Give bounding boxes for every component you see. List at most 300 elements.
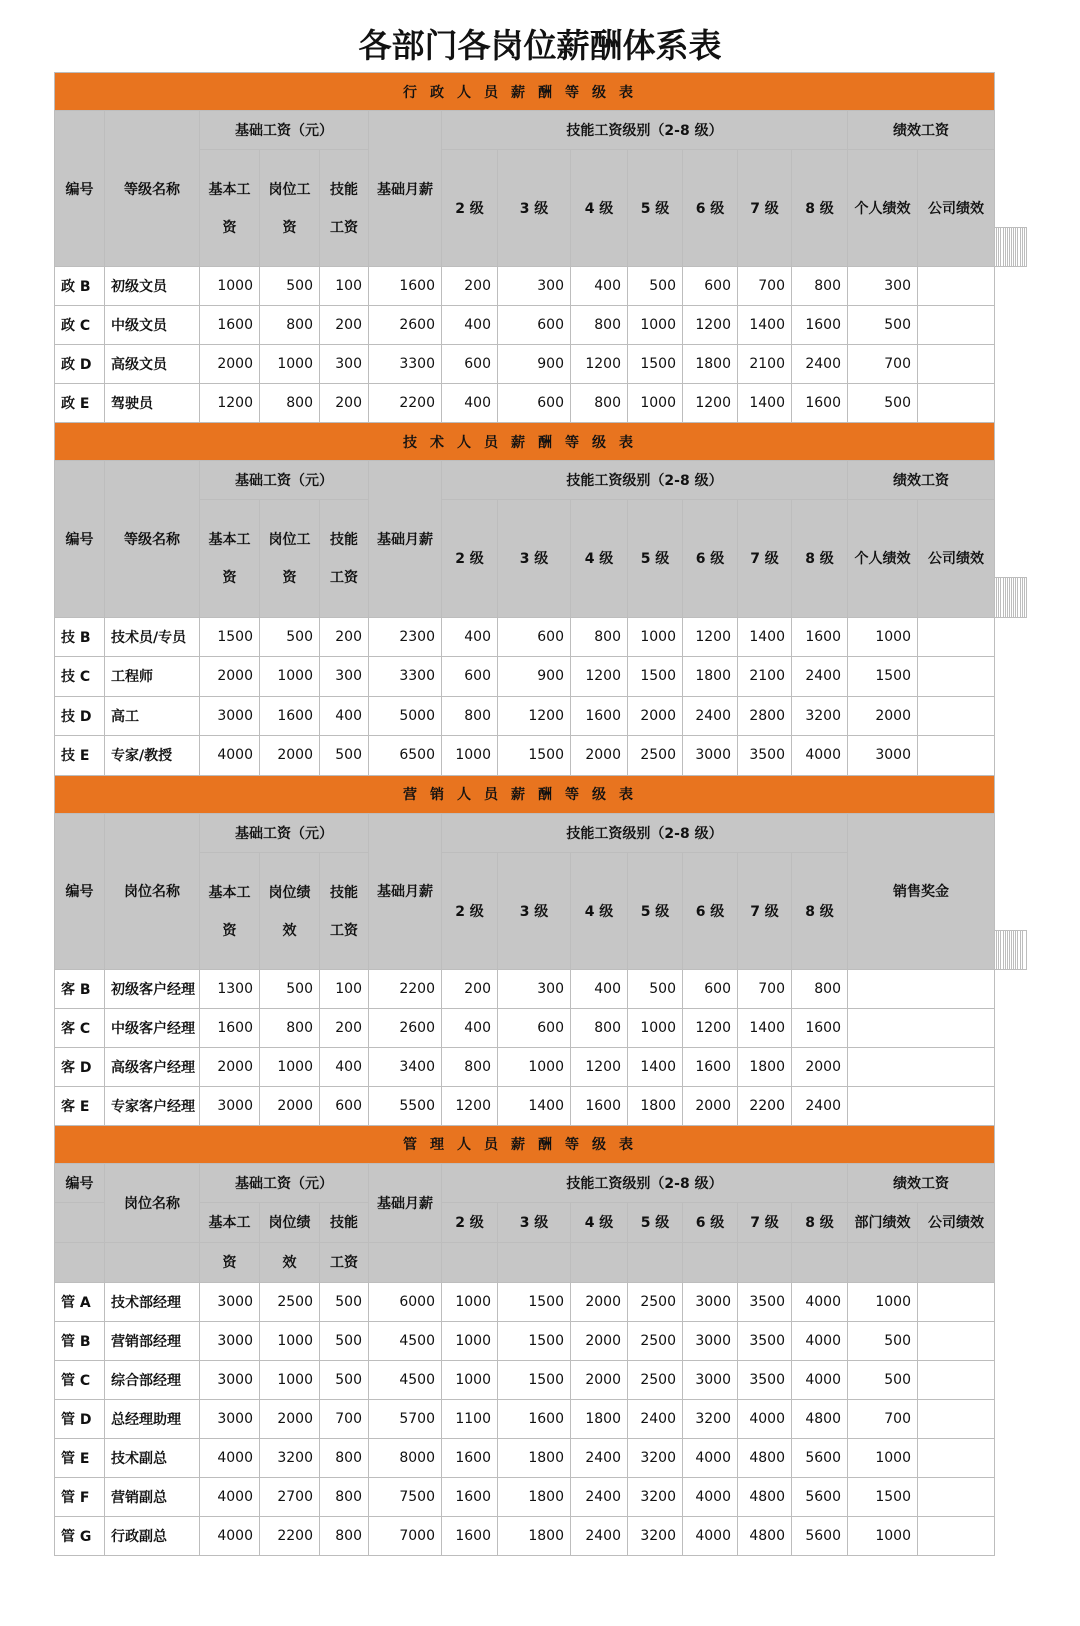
skill-level-value: 300 bbox=[498, 969, 571, 1008]
skill-level-value: 1600 bbox=[571, 696, 628, 736]
skill-level-value: 1600 bbox=[792, 384, 848, 423]
skill-wage-value: 100 bbox=[320, 969, 369, 1008]
header-line: 技能 bbox=[330, 884, 358, 901]
grade-code: 管 D bbox=[55, 1399, 105, 1438]
post-wage-value: 1000 bbox=[260, 345, 320, 384]
skill-level-value: 5600 bbox=[792, 1516, 848, 1555]
skill-level-value: 3200 bbox=[628, 1516, 683, 1555]
level-header: 8 级 bbox=[792, 150, 848, 267]
skill-level-value: 1500 bbox=[628, 657, 683, 697]
skill-level-value: 600 bbox=[442, 657, 498, 697]
skill-level-value: 3200 bbox=[628, 1438, 683, 1477]
skill-level-value: 1800 bbox=[498, 1438, 571, 1477]
base-monthly-value: 7000 bbox=[369, 1516, 442, 1555]
personal-perf-value: 1000 bbox=[848, 617, 918, 657]
base-monthly-value: 6500 bbox=[369, 736, 442, 776]
skill-level-value: 1200 bbox=[571, 345, 628, 384]
skill-wage-value: 800 bbox=[320, 1438, 369, 1477]
code-header: 编号 bbox=[55, 813, 105, 969]
skill-level-value: 1200 bbox=[571, 1047, 628, 1086]
company-perf-value bbox=[918, 306, 995, 345]
skill-level-value: 1500 bbox=[498, 736, 571, 776]
company-perf-value bbox=[918, 345, 995, 384]
skill-level-value: 400 bbox=[571, 969, 628, 1008]
post-wage-header bbox=[260, 852, 320, 969]
skill-wage-value: 400 bbox=[320, 1047, 369, 1086]
base-monthly-value: 2200 bbox=[369, 384, 442, 423]
company-perf-value bbox=[918, 1516, 995, 1555]
skill-level-value: 1200 bbox=[683, 384, 738, 423]
grade-code: 客 C bbox=[55, 1008, 105, 1047]
sales-bonus-value bbox=[848, 1047, 995, 1086]
skill-level-value: 1200 bbox=[571, 657, 628, 697]
skill-level-value: 3000 bbox=[683, 1360, 738, 1399]
skill-level-value: 1200 bbox=[683, 617, 738, 657]
header-line: 工资 bbox=[330, 570, 358, 587]
level-header: 6 级 bbox=[683, 500, 738, 618]
base-monthly-value: 2600 bbox=[369, 1008, 442, 1047]
header-blank bbox=[498, 1242, 571, 1282]
skill-level-value: 1800 bbox=[738, 1047, 792, 1086]
post-wage-value: 1600 bbox=[260, 696, 320, 736]
level-header: 5 级 bbox=[628, 1202, 683, 1242]
skill-level-value: 3200 bbox=[683, 1399, 738, 1438]
post-wage-value: 800 bbox=[260, 1008, 320, 1047]
skill-level-value: 400 bbox=[442, 617, 498, 657]
header-line: 效 bbox=[282, 922, 297, 939]
skill-wage-header bbox=[320, 500, 369, 618]
basic-wage-value: 4000 bbox=[200, 1477, 260, 1516]
skill-level-value: 800 bbox=[792, 969, 848, 1008]
basic-wage-header: 基本工 bbox=[200, 1202, 260, 1242]
post-wage-value: 500 bbox=[260, 617, 320, 657]
basic-wage-header bbox=[200, 500, 260, 618]
base-monthly-value: 5500 bbox=[369, 1086, 442, 1125]
skill-level-value: 700 bbox=[738, 267, 792, 306]
grade-name: 中级客户经理 bbox=[105, 1008, 200, 1047]
skill-wage-value: 500 bbox=[320, 736, 369, 776]
grade-code: 管 B bbox=[55, 1321, 105, 1360]
level-header: 4 级 bbox=[571, 1202, 628, 1242]
post-wage-value: 2000 bbox=[260, 1086, 320, 1125]
basic-wage-header bbox=[200, 852, 260, 969]
skill-level-value: 1400 bbox=[738, 306, 792, 345]
skill-level-value: 2400 bbox=[571, 1516, 628, 1555]
skill-wage-value: 100 bbox=[320, 267, 369, 306]
post-wage-value: 800 bbox=[260, 384, 320, 423]
basic-wage-value: 3000 bbox=[200, 1282, 260, 1321]
personal-perf-value: 300 bbox=[848, 267, 918, 306]
grade-code: 管 C bbox=[55, 1360, 105, 1399]
skill-level-value: 1600 bbox=[792, 617, 848, 657]
basic-wage-group-header: 基础工资（元） bbox=[200, 1163, 369, 1202]
base-monthly-header: 基础月薪 bbox=[369, 461, 442, 618]
skill-level-value: 800 bbox=[792, 267, 848, 306]
post-wage-value: 1000 bbox=[260, 1360, 320, 1399]
sales-bonus-value bbox=[848, 969, 995, 1008]
personal-perf-value: 500 bbox=[848, 384, 918, 423]
dept-perf-header: 部门绩效 bbox=[848, 1202, 918, 1242]
level-header: 4 级 bbox=[571, 500, 628, 618]
basic-wage-group-header: 基础工资（元） bbox=[200, 111, 369, 150]
skill-level-value: 2100 bbox=[738, 657, 792, 697]
basic-wage-value: 1300 bbox=[200, 969, 260, 1008]
skill-level-value: 300 bbox=[498, 267, 571, 306]
post-wage-value: 2000 bbox=[260, 1399, 320, 1438]
header-line: 基本工 bbox=[208, 182, 251, 198]
basic-wage-value: 1600 bbox=[200, 306, 260, 345]
grade-code: 政 B bbox=[55, 267, 105, 306]
skill-level-value: 1600 bbox=[442, 1477, 498, 1516]
skill-level-value: 2500 bbox=[628, 1282, 683, 1321]
skill-level-value: 1400 bbox=[738, 617, 792, 657]
skill-level-value: 500 bbox=[628, 267, 683, 306]
header-line: 基本工 bbox=[208, 884, 251, 901]
post-wage-value: 500 bbox=[260, 969, 320, 1008]
personal-perf-value: 700 bbox=[848, 1399, 918, 1438]
skill-level-value: 3200 bbox=[628, 1477, 683, 1516]
skill-level-value: 2000 bbox=[571, 1282, 628, 1321]
skill-level-value: 1500 bbox=[628, 345, 683, 384]
personal-perf-header: 个人绩效 bbox=[848, 500, 918, 618]
skill-level-value: 3000 bbox=[683, 1321, 738, 1360]
skill-level-value: 4000 bbox=[738, 1399, 792, 1438]
level-header: 3 级 bbox=[498, 852, 571, 969]
level-header: 6 级 bbox=[683, 150, 738, 267]
basic-wage-value: 3000 bbox=[200, 1360, 260, 1399]
header-blank bbox=[792, 1242, 848, 1282]
grade-name: 初级文员 bbox=[105, 267, 200, 306]
grade-name: 技术部经理 bbox=[105, 1282, 200, 1321]
section-title-bar: 技术人员薪酬等级表 bbox=[55, 423, 995, 461]
skill-level-value: 1600 bbox=[683, 1047, 738, 1086]
grade-name: 综合部经理 bbox=[105, 1360, 200, 1399]
skill-level-value: 1500 bbox=[498, 1321, 571, 1360]
header-blank bbox=[628, 1242, 683, 1282]
basic-wage-value: 2000 bbox=[200, 1047, 260, 1086]
company-perf-value bbox=[918, 1282, 995, 1321]
skill-level-value: 2400 bbox=[571, 1477, 628, 1516]
grade-code: 技 B bbox=[55, 617, 105, 657]
header-blank bbox=[918, 1242, 995, 1282]
company-perf-value bbox=[1024, 228, 1026, 267]
header-line: 岗位工 bbox=[268, 182, 311, 198]
basic-wage-value: 3000 bbox=[200, 696, 260, 736]
skill-level-value: 3500 bbox=[738, 1282, 792, 1321]
company-perf-header: 公司绩效 bbox=[918, 1202, 995, 1242]
skill-level-value: 800 bbox=[571, 384, 628, 423]
skill-level-value: 2000 bbox=[571, 1360, 628, 1399]
header-blank bbox=[55, 1242, 105, 1282]
skill-wage-value: 800 bbox=[320, 1516, 369, 1555]
level-header: 5 级 bbox=[628, 150, 683, 267]
skill-level-value: 1600 bbox=[442, 1516, 498, 1555]
skill-level-value: 4000 bbox=[683, 1438, 738, 1477]
skill-level-value: 1600 bbox=[792, 306, 848, 345]
company-perf-value bbox=[918, 384, 995, 423]
base-monthly-value: 5700 bbox=[369, 1399, 442, 1438]
grade-name: 营销部经理 bbox=[105, 1321, 200, 1360]
base-monthly-value: 3300 bbox=[369, 657, 442, 697]
skill-wage-value: 200 bbox=[320, 306, 369, 345]
base-monthly-value: 2600 bbox=[369, 306, 442, 345]
section-title-bar: 营销人员薪酬等级表 bbox=[55, 775, 995, 813]
post-perf-header: 岗位绩 bbox=[260, 1202, 320, 1242]
basic-wage-value: 3000 bbox=[200, 1399, 260, 1438]
level-header: 2 级 bbox=[442, 852, 498, 969]
sales-bonus-value bbox=[848, 1008, 995, 1047]
skill-level-value: 800 bbox=[442, 1047, 498, 1086]
skill-level-value: 5600 bbox=[792, 1438, 848, 1477]
company-perf-value bbox=[918, 736, 995, 776]
skill-level-group-header: 技能工资级别（2-8 级） bbox=[442, 1163, 848, 1202]
post-wage-value: 3200 bbox=[260, 1438, 320, 1477]
personal-perf-value: 2000 bbox=[848, 696, 918, 736]
code-header: 编号 bbox=[55, 1163, 105, 1202]
sales-bonus-value bbox=[1022, 930, 1026, 969]
skill-level-value: 400 bbox=[442, 1008, 498, 1047]
basic-wage-header bbox=[200, 150, 260, 267]
level-header: 6 级 bbox=[683, 852, 738, 969]
post-wage-header bbox=[260, 500, 320, 618]
grade-name: 初级客户经理 bbox=[105, 969, 200, 1008]
skill-level-value: 600 bbox=[683, 969, 738, 1008]
level-header: 8 级 bbox=[792, 852, 848, 969]
grade-name: 工程师 bbox=[105, 657, 200, 697]
header-line: 工资 bbox=[330, 220, 358, 236]
skill-level-value: 4000 bbox=[683, 1516, 738, 1555]
skill-level-value: 4800 bbox=[738, 1477, 792, 1516]
skill-level-value: 2200 bbox=[738, 1086, 792, 1125]
personal-perf-value: 1000 bbox=[848, 1282, 918, 1321]
grade-code: 客 E bbox=[55, 1086, 105, 1125]
skill-level-value: 2000 bbox=[571, 736, 628, 776]
header-line: 资 bbox=[282, 570, 297, 587]
skill-level-value: 2400 bbox=[628, 1399, 683, 1438]
header-blank bbox=[738, 1242, 792, 1282]
skill-level-value: 1000 bbox=[442, 1360, 498, 1399]
skill-wage-value: 300 bbox=[320, 345, 369, 384]
skill-wage-value: 200 bbox=[320, 384, 369, 423]
grade-name: 高级客户经理 bbox=[105, 1047, 200, 1086]
personal-perf-value: 500 bbox=[848, 1360, 918, 1399]
base-monthly-value: 8000 bbox=[369, 1438, 442, 1477]
grade-code: 政 E bbox=[55, 384, 105, 423]
company-perf-header: 公司绩效 bbox=[918, 150, 995, 267]
header-blank bbox=[848, 1242, 918, 1282]
skill-level-value: 2000 bbox=[792, 1047, 848, 1086]
skill-level-value: 1100 bbox=[442, 1399, 498, 1438]
skill-level-value: 2400 bbox=[792, 345, 848, 384]
level-header: 3 级 bbox=[498, 150, 571, 267]
post-wage-value: 2000 bbox=[260, 736, 320, 776]
skill-level-value: 1200 bbox=[683, 1008, 738, 1047]
skill-level-value: 1800 bbox=[571, 1399, 628, 1438]
header-blank bbox=[683, 1242, 738, 1282]
skill-wage-value: 200 bbox=[320, 1008, 369, 1047]
grade-code: 政 C bbox=[55, 306, 105, 345]
basic-wage-value: 1600 bbox=[200, 1008, 260, 1047]
grade-name: 技术副总 bbox=[105, 1438, 200, 1477]
skill-level-group-header: 技能工资级别（2-8 级） bbox=[442, 111, 848, 150]
perf-group-header: 绩效工资 bbox=[848, 111, 995, 150]
level-header: 2 级 bbox=[442, 500, 498, 618]
skill-level-value: 2000 bbox=[683, 1086, 738, 1125]
perf-group-header: 绩效工资 bbox=[848, 461, 995, 500]
skill-level-value: 2000 bbox=[628, 696, 683, 736]
skill-level-value: 1800 bbox=[498, 1477, 571, 1516]
name-header: 岗位名称 bbox=[105, 1163, 200, 1242]
skill-level-value: 4800 bbox=[792, 1399, 848, 1438]
skill-level-value: 800 bbox=[571, 306, 628, 345]
post-wage-value: 500 bbox=[260, 267, 320, 306]
grade-code: 政 D bbox=[55, 345, 105, 384]
skill-wage-value: 400 bbox=[320, 696, 369, 736]
level-header: 4 级 bbox=[571, 852, 628, 969]
skill-level-value: 3000 bbox=[683, 1282, 738, 1321]
grade-name: 高工 bbox=[105, 696, 200, 736]
skill-level-value: 600 bbox=[498, 306, 571, 345]
grade-name: 营销副总 bbox=[105, 1477, 200, 1516]
grade-code: 客 D bbox=[55, 1047, 105, 1086]
skill-level-value: 1500 bbox=[498, 1282, 571, 1321]
grade-name: 中级文员 bbox=[105, 306, 200, 345]
level-header: 5 级 bbox=[628, 500, 683, 618]
company-perf-value bbox=[1024, 578, 1026, 618]
skill-level-value: 1500 bbox=[498, 1360, 571, 1399]
level-header: 3 级 bbox=[498, 1202, 571, 1242]
base-monthly-value: 6000 bbox=[369, 1282, 442, 1321]
section-title-bar: 管理人员薪酬等级表 bbox=[55, 1125, 995, 1163]
skill-level-value: 1000 bbox=[498, 1047, 571, 1086]
grade-code: 技 D bbox=[55, 696, 105, 736]
company-perf-value bbox=[918, 1399, 995, 1438]
code-header: 编号 bbox=[55, 111, 105, 267]
skill-level-value: 600 bbox=[498, 1008, 571, 1047]
salary-table-body bbox=[55, 73, 1027, 1556]
personal-perf-value: 700 bbox=[848, 345, 918, 384]
skill-level-value: 2400 bbox=[792, 657, 848, 697]
skill-level-value: 800 bbox=[571, 617, 628, 657]
header-line: 技能 bbox=[330, 532, 358, 549]
header-line: 技能 bbox=[330, 182, 358, 198]
skill-level-value: 1800 bbox=[683, 345, 738, 384]
personal-perf-header: 个人绩效 bbox=[848, 150, 918, 267]
level-header: 8 级 bbox=[792, 1202, 848, 1242]
grade-name: 行政副总 bbox=[105, 1516, 200, 1555]
skill-wage-value: 200 bbox=[320, 617, 369, 657]
level-header: 5 级 bbox=[628, 852, 683, 969]
base-monthly-value: 2300 bbox=[369, 617, 442, 657]
skill-level-value: 1400 bbox=[738, 1008, 792, 1047]
company-perf-value bbox=[918, 267, 995, 306]
skill-level-value: 400 bbox=[442, 306, 498, 345]
skill-level-value: 200 bbox=[442, 969, 498, 1008]
skill-level-value: 4800 bbox=[738, 1516, 792, 1555]
company-perf-value bbox=[918, 617, 995, 657]
name-header: 岗位名称 bbox=[105, 813, 200, 969]
post-wage-value: 2500 bbox=[260, 1282, 320, 1321]
skill-level-group-header: 技能工资级别（2-8 级） bbox=[442, 461, 848, 500]
skill-level-value: 1400 bbox=[738, 384, 792, 423]
basic-wage-group-header: 基础工资（元） bbox=[200, 813, 369, 852]
perf-group-header: 绩效工资 bbox=[848, 1163, 995, 1202]
skill-level-value: 1200 bbox=[498, 696, 571, 736]
post-wage-header bbox=[260, 150, 320, 267]
skill-wage-value: 700 bbox=[320, 1399, 369, 1438]
skill-level-value: 1000 bbox=[442, 1282, 498, 1321]
grade-code: 管 A bbox=[55, 1282, 105, 1321]
base-monthly-value: 2200 bbox=[369, 969, 442, 1008]
skill-level-value: 4000 bbox=[792, 736, 848, 776]
name-header: 等级名称 bbox=[105, 111, 200, 267]
post-wage-value: 2200 bbox=[260, 1516, 320, 1555]
skill-wage-header bbox=[320, 852, 369, 969]
skill-level-value: 1600 bbox=[571, 1086, 628, 1125]
skill-level-value: 4000 bbox=[792, 1282, 848, 1321]
header-line: 岗位工 bbox=[268, 532, 311, 549]
base-monthly-header: 基础月薪 bbox=[369, 1163, 442, 1242]
basic-wage-value: 3000 bbox=[200, 1321, 260, 1360]
grade-code: 技 C bbox=[55, 657, 105, 697]
base-monthly-value: 5000 bbox=[369, 696, 442, 736]
skill-level-value: 4000 bbox=[683, 1477, 738, 1516]
post-perf-header-cont: 效 bbox=[260, 1242, 320, 1282]
skill-level-value: 2400 bbox=[792, 1086, 848, 1125]
skill-level-value: 600 bbox=[683, 267, 738, 306]
skill-level-value: 1400 bbox=[498, 1086, 571, 1125]
skill-level-value: 2800 bbox=[738, 696, 792, 736]
skill-level-value: 1000 bbox=[628, 306, 683, 345]
personal-perf-value: 500 bbox=[848, 1321, 918, 1360]
level-header: 4 级 bbox=[571, 150, 628, 267]
skill-level-value: 1400 bbox=[628, 1047, 683, 1086]
skill-level-value: 900 bbox=[498, 345, 571, 384]
company-perf-value bbox=[918, 1360, 995, 1399]
personal-perf-value: 1500 bbox=[848, 657, 918, 697]
skill-level-value: 3000 bbox=[683, 736, 738, 776]
post-wage-value: 1000 bbox=[260, 1047, 320, 1086]
grade-name: 专家客户经理 bbox=[105, 1086, 200, 1125]
skill-level-value: 2000 bbox=[571, 1321, 628, 1360]
skill-wage-value: 500 bbox=[320, 1321, 369, 1360]
skill-level-value: 800 bbox=[571, 1008, 628, 1047]
basic-wage-value: 4000 bbox=[200, 1438, 260, 1477]
skill-level-value: 2500 bbox=[628, 1321, 683, 1360]
section-title-bar: 行政人员薪酬等级表 bbox=[55, 73, 995, 111]
skill-level-value: 1200 bbox=[683, 306, 738, 345]
skill-level-value: 3200 bbox=[792, 696, 848, 736]
sales-bonus-header: 销售奖金 bbox=[848, 813, 995, 969]
basic-wage-value: 2000 bbox=[200, 657, 260, 697]
skill-level-value: 5600 bbox=[792, 1477, 848, 1516]
skill-level-value: 1000 bbox=[628, 1008, 683, 1047]
grade-name: 高级文员 bbox=[105, 345, 200, 384]
company-perf-header: 公司绩效 bbox=[918, 500, 995, 618]
basic-wage-header-cont: 资 bbox=[200, 1242, 260, 1282]
grade-name: 专家/教授 bbox=[105, 736, 200, 776]
skill-level-value: 1200 bbox=[442, 1086, 498, 1125]
personal-perf-value: 500 bbox=[848, 306, 918, 345]
code-header: 编号 bbox=[55, 461, 105, 618]
base-monthly-value: 4500 bbox=[369, 1360, 442, 1399]
personal-perf-value: 1000 bbox=[848, 1438, 918, 1477]
skill-level-value: 500 bbox=[628, 969, 683, 1008]
basic-wage-value: 4000 bbox=[200, 1516, 260, 1555]
skill-level-value: 1800 bbox=[498, 1516, 571, 1555]
skill-level-value: 1600 bbox=[498, 1399, 571, 1438]
company-perf-value bbox=[918, 657, 995, 697]
